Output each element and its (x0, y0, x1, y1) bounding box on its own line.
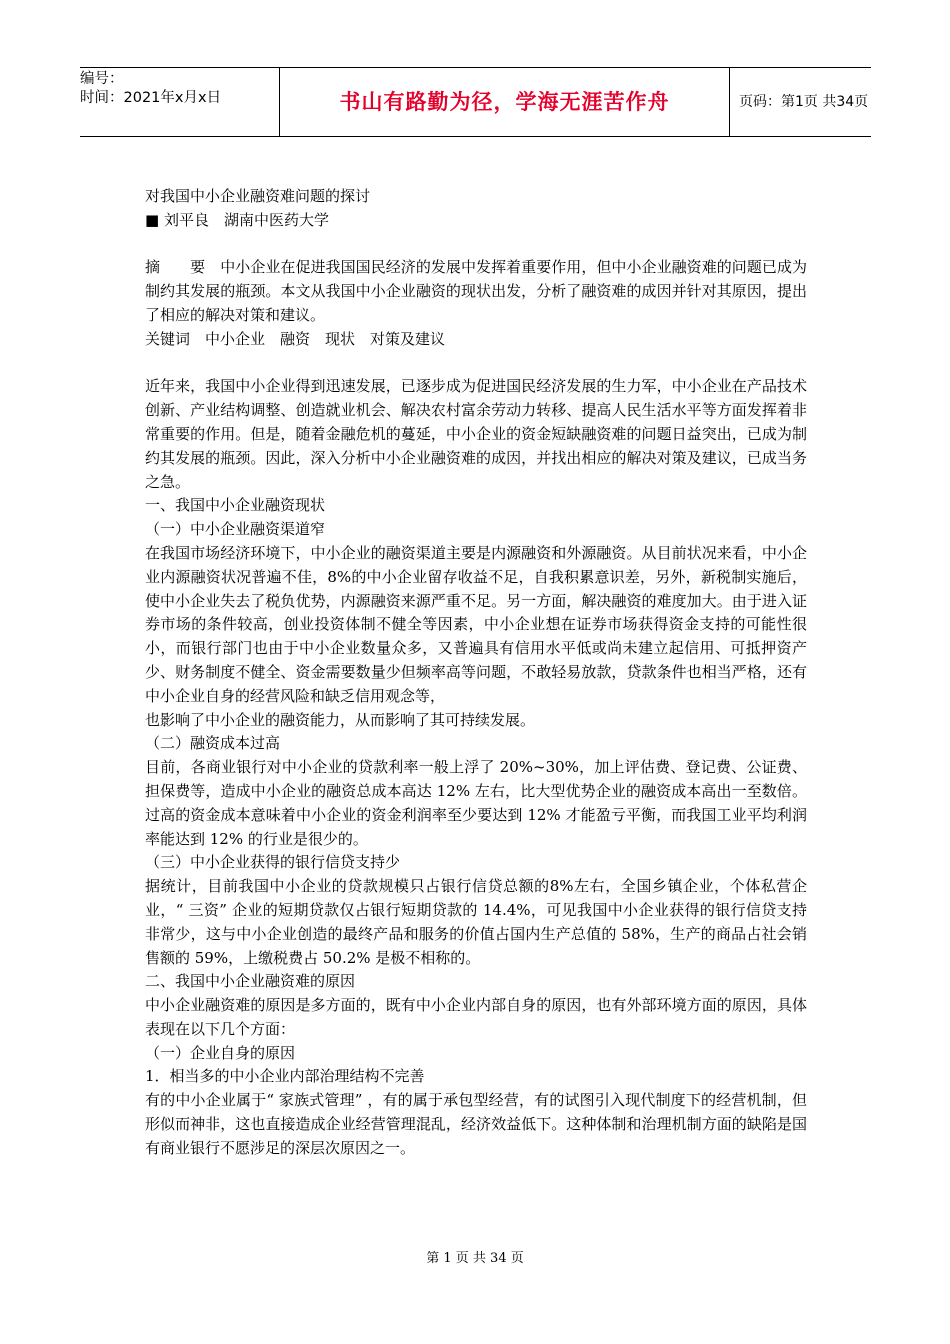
paragraph: 据统计，目前我国中小企业的贷款规模只占银行信贷总额的8%左右，全国乡镇企业，个体私营企业，“ 三资” 企业的短期贷款仅占银行短期贷款的 14.4%，可见我国中小企业获得的银行信贷支持非常少，这与中小企业创造的最终产品和服务的价值占国内生产总值的 58%，生产的商品占社会销售额的 59%，上缴税费占 50.2% 是极不相称的。 (145, 877, 807, 967)
number-label: 编号： (80, 71, 124, 87)
section-heading: 二、我国中小企业融资难的原因 (145, 972, 356, 991)
header-meta (80, 68, 279, 138)
numbered-heading: 1．相当多的中小企业内部治理结构不完善 (145, 1067, 425, 1086)
subsection-heading: （一）企业自身的原因 (145, 1043, 296, 1062)
page-info: 页码：第1页 共34页 (739, 94, 869, 110)
header-motto-cell (279, 68, 730, 136)
page-header (80, 67, 871, 137)
paragraph: 中小企业融资难的原因是多方面的，既有中小企业内部自身的原因，也有外部环境方面的原因，具体表现在以下几个方面： (145, 996, 807, 1038)
page-footer: 第 1 页 共 34 页 (426, 1251, 524, 1266)
paragraph: 也影响了中小企业的融资能力，从而影响了其可持续发展。 (145, 710, 536, 729)
doc-author: ■ 刘平良 湖南中医药大学 (145, 210, 329, 229)
paragraph: 目前，各商业银行对中小企业的贷款利率一般上浮了 20%~30%，加上评估费、登记费、公证费、担保费等，造成中小企业的融资总成本高达 12% 左右，比大型优势企业的融资成本高出一至数倍。过高的资金成本意味着中小企业的资金利润率至少要达到 12% 才能盈亏平衡，而我国工业平均利润率能达到 12% 的行业是很少的。 (145, 758, 807, 848)
document-body (145, 185, 807, 1161)
subsection-heading: （一）中小企业融资渠道窄 (145, 520, 326, 539)
subsection-heading: （二）融资成本过高 (145, 734, 281, 753)
doc-title: 对我国中小企业融资难问题的探讨 (145, 187, 371, 205)
intro-paragraph: 近年来，我国中小企业得到迅速发展，已逐步成为促进国民经济发展的生力军，中小企业在产品技术创新、产业结构调整、创造就业机会、解决农村富余劳动力转移、提高人民生活水平等方面发挥着非常重要的作用。但是，随着金融危机的蔓延，中小企业的资金短缺融资难的问题日益突出，已成为制约其发展的瓶颈。因此，深入分析中小企业融资难的成因，并找出相应的解决对策及建议，已成当务之急。 (145, 377, 807, 491)
subsection-heading: （三）中小企业获得的银行信贷支持少 (145, 853, 401, 872)
motto: 书山有路勤为径，学海无涯苦作舟 (339, 90, 670, 114)
keywords: 关键词 中小企业 融资 现状 对策及建议 (145, 329, 446, 348)
date-label: 时间：2021年x月x日 (80, 90, 222, 106)
section-heading: 一、我国中小企业融资现状 (145, 496, 326, 515)
paragraph: 在我国市场经济环境下，中小企业的融资渠道主要是内源融资和外源融资。从目前状况来看，中小企业内源融资状况普遍不佳，8%的中小企业留存收益不足，自我积累意识差，另外，新税制实施后，使中小企业失去了税负优势，内源融资来源严重不足。另一方面，解决融资的难度加大。由于进入证券市场的条件较高，创业投资体制不健全等因素，中小企业想在证券市场获得资金支持的可能性很小，而银行部门也由于中小企业数量众多，又普遍具有信用水平低或尚未建立起信用、可抵押资产少、财务制度不健全、资金需要数量少但频率高等问题，不敢轻易放款，贷款条件也相当严格，还有中小企业自身的经营风险和缺乏信用观念等， (145, 543, 807, 705)
paragraph: 有的中小企业属于“ 家族式管理” ，有的属于承包型经营，有的试图引入现代制度下的经营机制，但形似而神非，这也直接造成企业经营管理混乱，经济效益低下。这种体制和治理机制方面的缺陷是国有商业银行不愿涉足的深层次原因之一。 (145, 1091, 807, 1157)
abstract: 摘 要 中小企业在促进我国国民经济的发展中发挥着重要作用，但中小企业融资难的问题已成为制约其发展的瓶颈。本文从我国中小企业融资的现状出发，分析了融资难的成因并针对其原因，提出了相应的解决对策和建议。 (145, 258, 807, 324)
